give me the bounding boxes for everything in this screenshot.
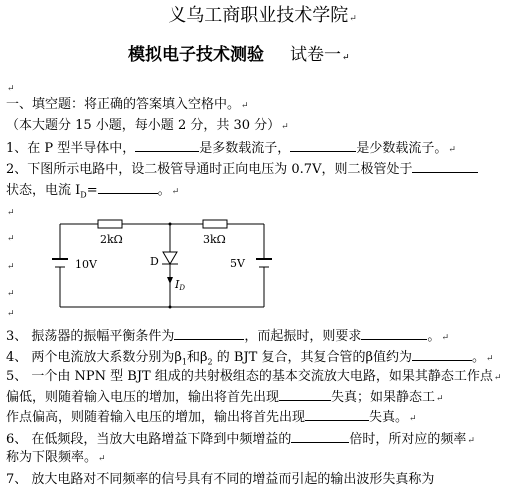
answer-blank[interactable] <box>412 349 472 361</box>
question-2-cont: 状态，电流 $I_D=$ 。↵ <box>6 183 180 200</box>
empty-line: ↵ <box>7 309 15 319</box>
current-arrow-icon <box>167 277 173 284</box>
current-label: ID <box>175 278 185 292</box>
section-note: （本大题分 15 小题，每小题 2 分，共 30 分）↵ <box>6 118 289 133</box>
empty-line: ↵ <box>7 208 15 218</box>
question-5: 5、 一个由 NPN 型 BJT 组成的共射极组态的基本交流放大电路，如果其静态工作点↵ <box>6 369 502 384</box>
question-5-cont-2: 作点偏高，则随着输入电压的增加，输出将首先出现 失真。↵ <box>6 410 417 425</box>
question-5-cont-1: 偏低，则随着输入电压的增加，输出将首先出现 失真；如果静态工↵ <box>6 390 444 405</box>
diode-label: D <box>150 255 159 268</box>
answer-blank[interactable] <box>305 409 369 421</box>
empty-line: ↵ <box>7 234 15 244</box>
circuit-diagram <box>45 214 285 310</box>
answer-blank[interactable] <box>361 328 427 340</box>
section-heading: 一、填空题：将正确的答案填入空格中。↵ <box>6 97 249 112</box>
answer-blank[interactable] <box>291 431 349 443</box>
question-7: 7、 放大电路对不同频率的信号具有不同的增益而引起的输出波形失真称为 <box>6 472 435 487</box>
resistor-2k <box>98 220 122 228</box>
question-1: 1、在 P 型半导体中， 是多数载流子， 是少数载流子。↵ <box>6 141 456 156</box>
resistor-3k-label: 3kΩ <box>203 233 226 246</box>
answer-blank[interactable] <box>135 140 199 152</box>
school-name: 义乌工商职业技术学院↵ <box>168 5 357 26</box>
diode-symbol <box>163 252 177 264</box>
empty-line: ↵ <box>7 262 15 272</box>
answer-blank[interactable] <box>98 182 158 194</box>
answer-blank[interactable] <box>290 140 356 152</box>
answer-blank[interactable] <box>279 389 331 401</box>
answer-blank[interactable] <box>174 328 244 340</box>
answer-blank[interactable] <box>412 161 478 173</box>
question-3: 3、 振荡器的振幅平衡条件为 ，而起振时，则要求 。↵ <box>6 329 449 344</box>
empty-line: ↵ <box>7 84 15 94</box>
question-4: 4、 两个电流放大系数分别为$\beta_1$和$\beta_2$ 的 BJT 复合，其复合管的β值约为 。↵ <box>6 350 494 367</box>
question-6: 6、 在低频段，当放大电路增益下降到中频增益的 倍时，所对应的频率↵ <box>6 432 475 447</box>
battery-5v-label: 5V <box>230 257 245 270</box>
question-2: 2、下图所示电路中，设二极管导通时正向电压为 0.7V，则二极管处于 <box>6 161 478 177</box>
question-6-cont: 称为下限频率。↵ <box>6 450 106 465</box>
battery-10v-label: 10V <box>75 258 97 271</box>
paper-number: 试卷一 <box>290 45 341 65</box>
empty-line: ↵ <box>7 289 15 299</box>
exam-title: 模拟电子技术测验 试卷一↵ <box>128 45 350 65</box>
resistor-3k <box>203 220 227 228</box>
resistor-2k-label: 2kΩ <box>100 233 123 246</box>
